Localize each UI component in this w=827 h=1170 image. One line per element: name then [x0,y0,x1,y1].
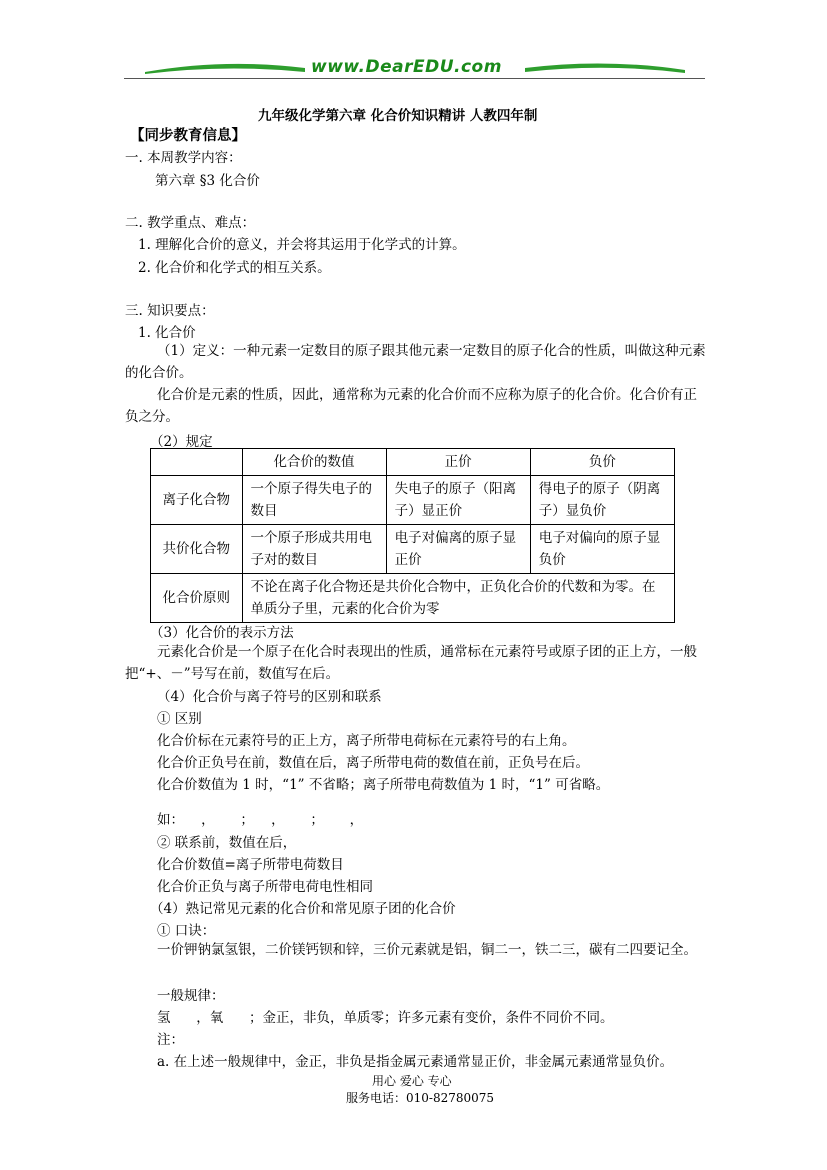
diff-heading: （4）化合价与离子符号的区别和联系 [157,689,382,705]
footer-slogan: 用心 爱心 专心 [372,1074,452,1088]
table-cell: 一个原子形成共用电子对的数目 [242,525,386,574]
table-cell: 电子对偏离的原子显正价 [386,525,530,574]
table-header-cell [151,449,243,476]
rep-heading: （3）化合价的表示方法 [150,625,294,641]
page-title: 九年级化学第六章 化合价知识精讲 人教四年制 [258,108,538,124]
site-logo [135,56,695,84]
link-line-2: 化合价正负与离子所带电荷电性相同 [157,879,373,895]
header-divider [124,78,705,79]
table-header-row [151,449,675,476]
table-cell: 得电子的原子（阴离子）显负价 [530,476,674,525]
diff-sub-1: ① 区别 [157,711,202,727]
rule-general-label: 一般规律： [157,988,225,1004]
note-paragraph: 化合价是元素的性质，因此，通常称为元素的化合价而不应称为原子的化合价。化合价有正负之分。 [125,387,697,425]
rule-general-text: 氢 ，氧 ；金正，非负，单质零；许多元素有变价，条件不同价不同。 [157,1010,614,1026]
s3-heading: 三. 知识要点： [125,303,215,319]
diff-sub-2: ② 联系前，数值在后， [157,835,297,851]
s2-item-1: 1. 理解化合价的意义，并会将其运用于化学式的计算。 [138,237,466,253]
table-cell: 化合价原则 [151,574,243,623]
memo-sub-1: ① 口诀： [157,923,216,939]
table-header-cell: 负价 [530,449,674,476]
s3-item-1: 1. 化合价 [138,325,196,341]
table-cell: 一个原子得失电子的数目 [242,476,386,525]
logo-text: www.DearEDU.com [311,57,502,77]
rule-label: （2）规定 [150,434,213,450]
table-row [151,476,675,525]
table-row [151,574,675,623]
table-cell: 电子对偏向的原子显负价 [530,525,674,574]
table-header-cell: 化合价的数值 [242,449,386,476]
table-cell: 离子化合物 [151,476,243,525]
memo-paragraph: 一价钾钠氯氢银，二价镁钙钡和锌，三价元素就是铝，铜二一，铁二三，碳有二四要记全。 [157,942,697,958]
s2-item-2: 2. 化合价和化学式的相互关系。 [138,260,331,276]
memo-heading: （4）熟记常见元素的化合价和常见原子团的化合价 [150,901,456,917]
s2-heading: 二. 教学重点、难点： [125,215,256,231]
note-label: 注： [157,1032,184,1048]
footer-phone: 服务电话：010-82780075 [346,1091,495,1105]
definition-paragraph: （1）定义：一种元素一定数目的原子跟其他元素一定数目的原子化合的性质，叫做这种元素的化合价。 [125,343,706,381]
table-cell: 共价化合物 [151,525,243,574]
diff-line-1: 化合价标在元素符号的正上方，离子所带电荷标在元素符号的右上角。 [157,733,576,749]
rep-paragraph: 元素化合价是一个原子在化合时表现出的性质，通常标在元素符号或原子团的正上方，一般把“+、－”号写在前，数值写在后。 [125,644,697,682]
example-line: 如： ， ； ， ； ， [157,812,364,828]
table-header-cell: 正价 [386,449,530,476]
table-cell: 失电子的原子（阳离子）显正价 [386,476,530,525]
section-tag: 【同步教育信息】 [130,127,246,144]
table-cell: 不论在离子化合物还是共价化合物中，正负化合价的代数和为零。在单质分子里，元素的化合价为零 [242,574,675,623]
s1-heading: 一. 本周教学内容： [125,150,242,166]
diff-line-2: 化合价正负号在前，数值在后，离子所带电荷的数值在前，正负号在后。 [157,755,589,771]
link-line-1: 化合价数值=离子所带电荷数目 [157,857,344,873]
valence-rule-table [150,448,675,623]
s1-content: 第六章 §3 化合价 [155,173,260,189]
table-row [151,525,675,574]
diff-line-3: 化合价数值为 1 时，“1” 不省略；离子所带电荷数值为 1 时，“1” 可省略。 [157,777,610,793]
note-a: a. 在上述一般规律中，金正，非负是指金属元素通常显正价，非金属元素通常显负价。 [157,1054,674,1070]
